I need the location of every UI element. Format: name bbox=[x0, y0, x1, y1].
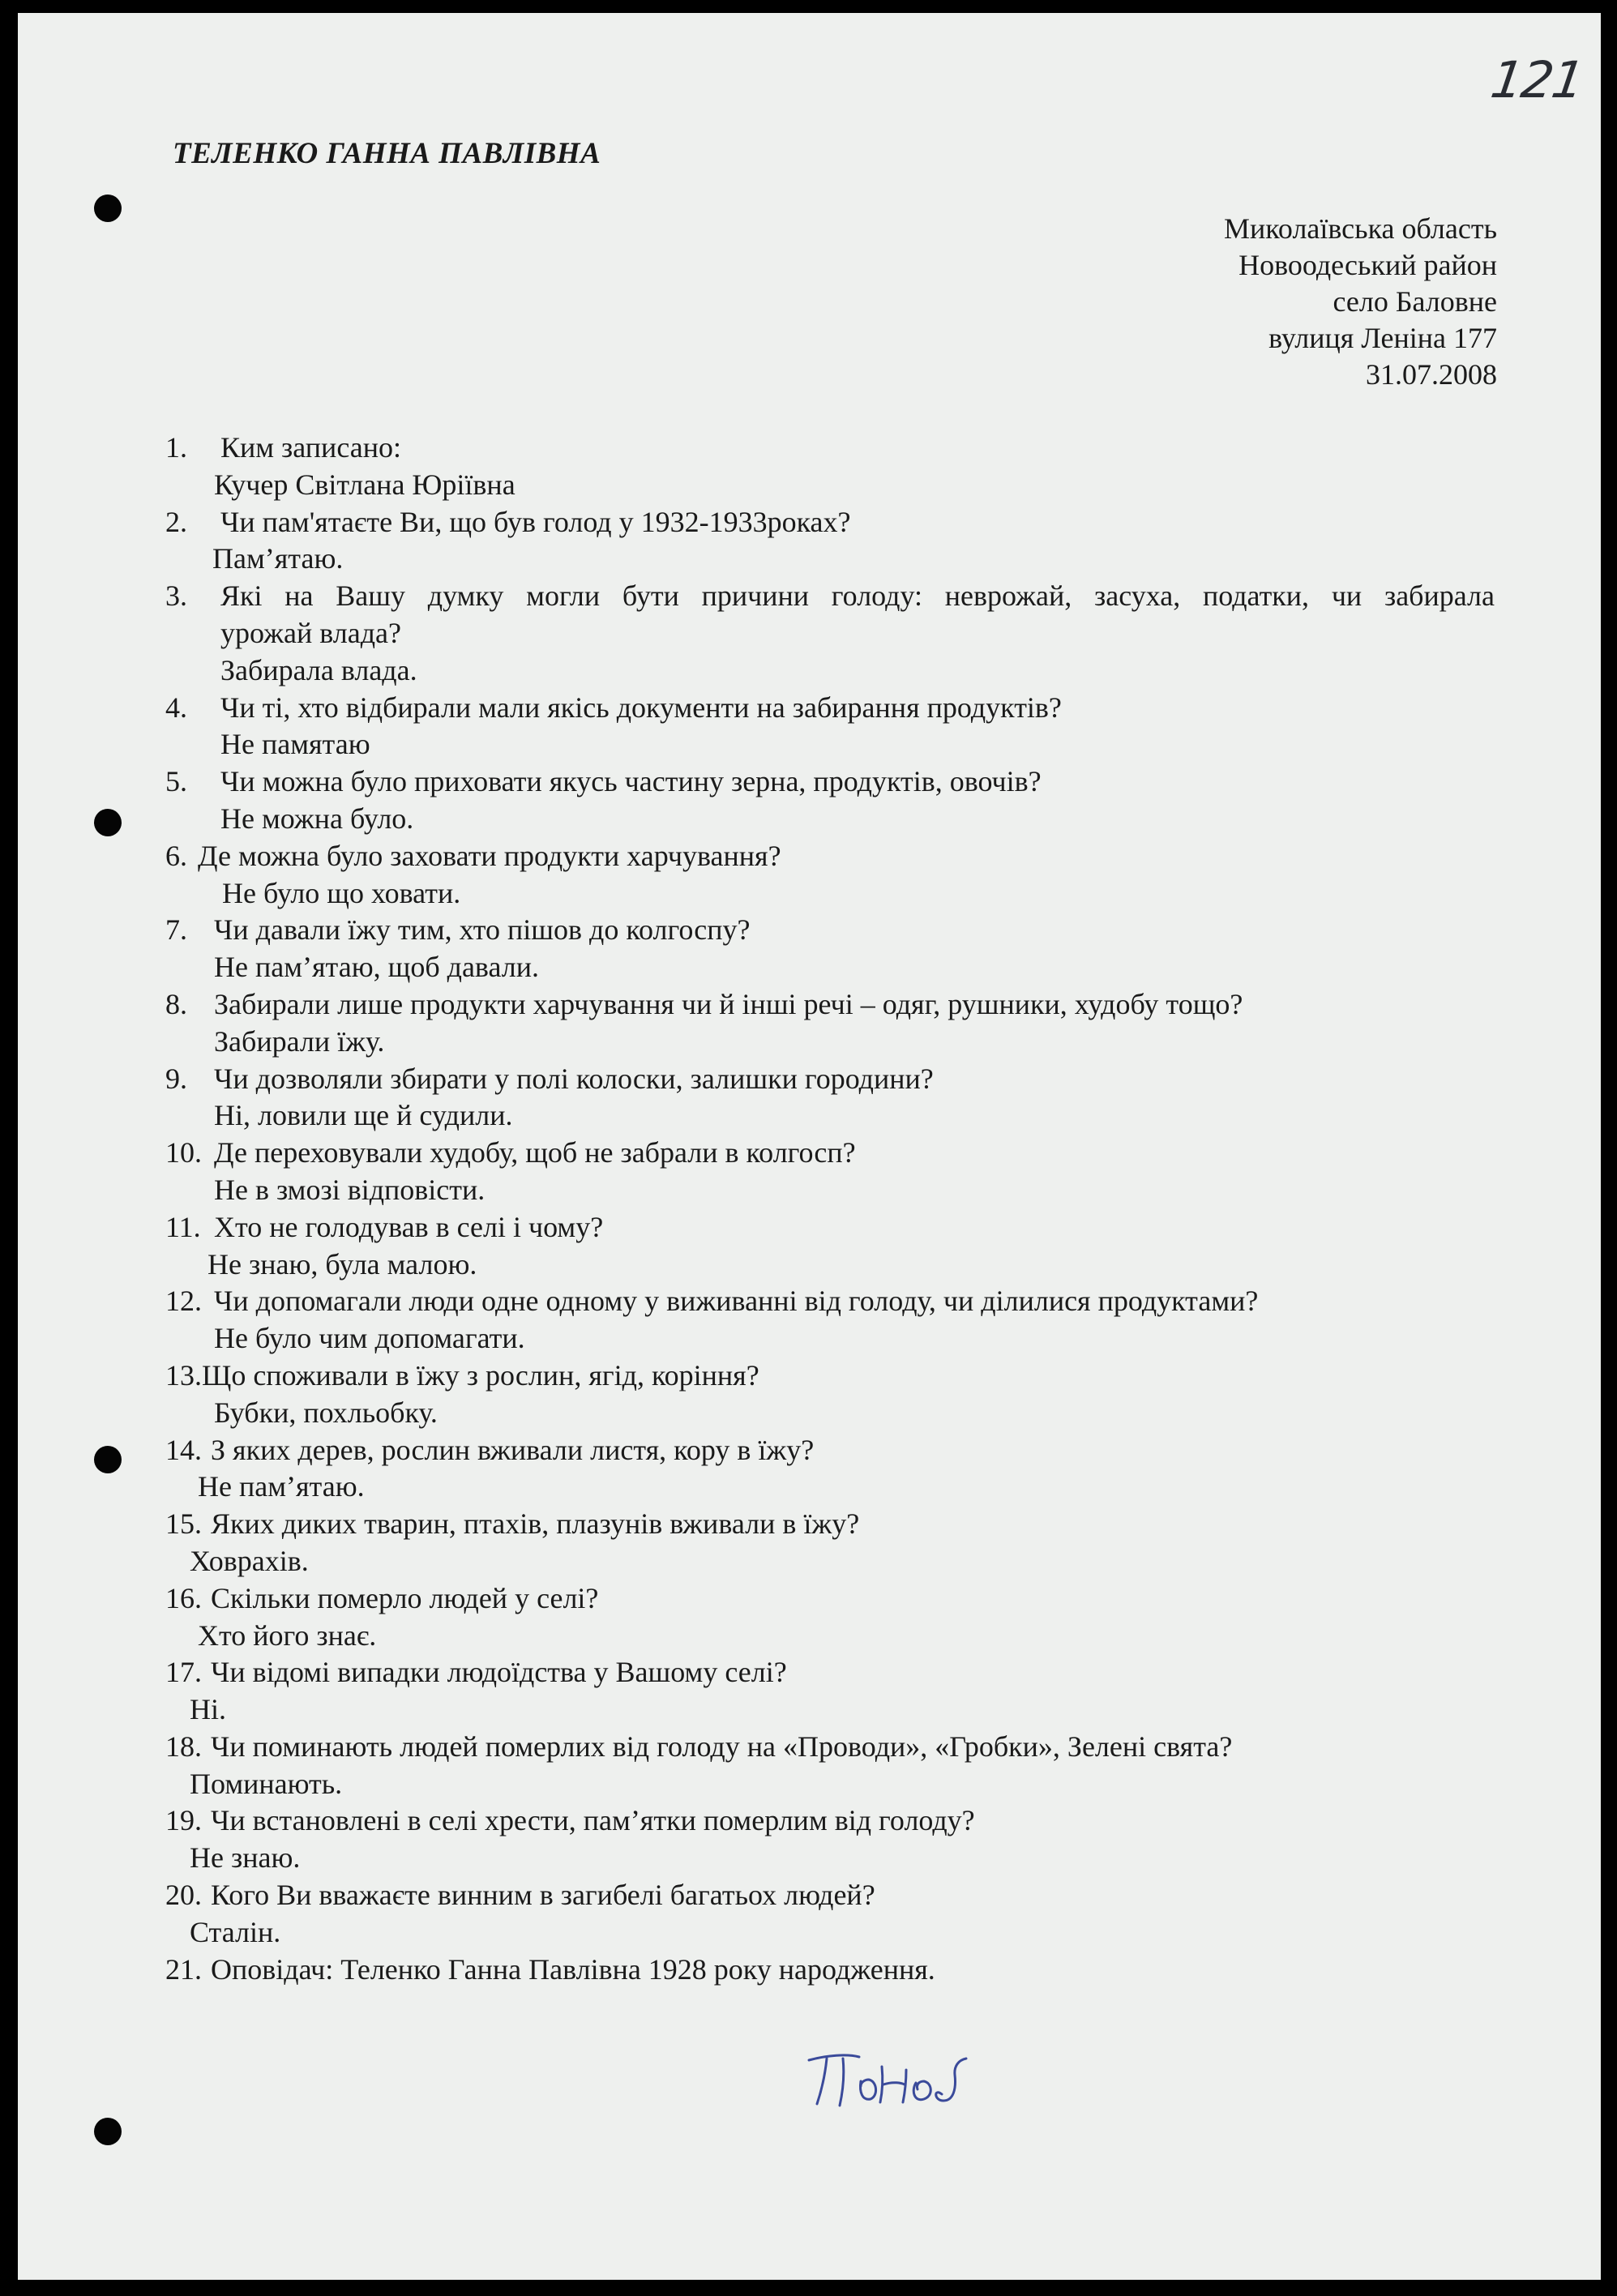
qa-item-21-narrator bbox=[165, 1952, 1495, 1989]
qa-item-3-answer: Забирала влада. bbox=[220, 653, 417, 686]
qa-item-18-question bbox=[165, 1729, 1495, 1766]
punch-hole-bottom bbox=[94, 2118, 122, 2145]
question-number: 20. bbox=[165, 1879, 202, 1912]
qa-item-13-question bbox=[165, 1358, 1495, 1395]
question-number: 8. bbox=[165, 987, 187, 1020]
qa-item-7-question bbox=[165, 912, 1495, 949]
question-number: 9. bbox=[165, 1062, 187, 1095]
narrator-text: Оповідач: Теленко Ганна Павлівна 1928 року народження. bbox=[211, 1952, 935, 1986]
question-text: З яких дерев, рослин вживали листя, кору в їжу? bbox=[211, 1433, 815, 1466]
qa-item-10-answer: Не в змозі відповісти. bbox=[214, 1173, 486, 1206]
question-text: Чи давали їжу тим, хто пішов до колгоспу? bbox=[214, 913, 751, 947]
qa-item-16-answer: Хто його знає. bbox=[198, 1618, 377, 1652]
qa-item-9-question bbox=[165, 1061, 1495, 1098]
qa-item-14-answer: Не пам’ятаю. bbox=[198, 1470, 365, 1503]
qa-item-1-answer: Кучер Світлана Юріївна bbox=[214, 468, 515, 501]
question-number: 3. bbox=[165, 579, 187, 613]
address-street: вулиця Леніна 177 bbox=[1268, 322, 1497, 354]
address-district: Новоодеський район bbox=[1238, 249, 1497, 281]
page-number: 121 bbox=[1487, 50, 1587, 109]
qa-item-3-question-cont: урожай влада? bbox=[220, 616, 401, 649]
qa-item-6-answer: Не було що ховати. bbox=[222, 876, 461, 909]
question-number: 11. bbox=[165, 1210, 201, 1243]
address-village: село Баловне bbox=[1333, 285, 1497, 318]
question-number: 19. bbox=[165, 1804, 202, 1837]
question-number: 16. bbox=[165, 1581, 202, 1614]
question-text: Де можна було заховати продукти харчування? bbox=[198, 839, 781, 872]
question-number: 10. bbox=[165, 1136, 202, 1169]
question-text: Чи встановлені в селі хрести, пам’ятки померлим від голоду? bbox=[211, 1804, 975, 1837]
question-text: Де переховували худобу, щоб не забрали в колгосп? bbox=[214, 1136, 856, 1169]
question-number: 12. bbox=[165, 1285, 202, 1318]
qa-item-15-answer: Ховрахів. bbox=[190, 1544, 309, 1577]
question-number: 21. bbox=[165, 1952, 202, 1986]
qa-item-1-question bbox=[165, 430, 1495, 467]
qa-item-5-question bbox=[165, 763, 1495, 801]
qa-item-6-question bbox=[165, 838, 1495, 875]
qa-item-4-answer: Не памятаю bbox=[220, 728, 370, 761]
qa-item-11-question bbox=[165, 1209, 1495, 1246]
qa-item-20-answer: Сталін. bbox=[190, 1915, 281, 1948]
qa-item-8-answer: Забирали їжу. bbox=[214, 1024, 385, 1058]
qa-item-13-answer: Бубки, похльобку. bbox=[214, 1396, 438, 1429]
question-number: 13. bbox=[165, 1358, 202, 1392]
question-number: 17. bbox=[165, 1656, 202, 1689]
qa-item-10-question bbox=[165, 1135, 1495, 1172]
qa-item-11-answer: Не знаю, була малою. bbox=[207, 1247, 477, 1281]
person-name-heading: ТЕЛЕНКО ГАННА ПАВЛІВНА bbox=[173, 137, 601, 170]
question-number: 2. bbox=[165, 505, 187, 538]
question-text: Ким записано: bbox=[220, 431, 401, 464]
punch-hole-top bbox=[94, 195, 122, 222]
question-number: 1. bbox=[165, 431, 187, 464]
question-number: 5. bbox=[165, 765, 187, 798]
qa-item-12-question bbox=[165, 1283, 1495, 1320]
question-number: 4. bbox=[165, 691, 187, 724]
qa-item-2-answer: Пам’ятаю. bbox=[212, 542, 344, 575]
record-date: 31.07.2008 bbox=[1366, 358, 1497, 391]
qa-item-8-question bbox=[165, 986, 1495, 1024]
qa-item-18-answer: Поминають. bbox=[190, 1767, 343, 1800]
question-text: Що споживали в їжу з рослин, ягід, коріння? bbox=[202, 1358, 759, 1392]
qa-item-17-answer: Ні. bbox=[190, 1693, 226, 1726]
question-text: Чи пам'ятаєте Ви, що був голод у 1932-1933роках? bbox=[220, 505, 851, 538]
question-text: Чи відомі випадки людоїдства у Вашому селі? bbox=[211, 1656, 787, 1689]
question-number: 18. bbox=[165, 1729, 202, 1763]
question-text: Чи дозволяли збирати у полі колоски, залишки городини? bbox=[214, 1062, 934, 1095]
qa-item-7-answer: Не пам’ятаю, щоб давали. bbox=[214, 951, 539, 984]
question-text: Чи можна було приховати якусь частину зерна, продуктів, овочів? bbox=[220, 765, 1042, 798]
question-text: Скільки померло людей у селі? bbox=[211, 1581, 599, 1614]
qa-item-15-question bbox=[165, 1506, 1495, 1543]
question-number: 14. bbox=[165, 1433, 202, 1466]
question-text: Які на Вашу думку могли бути причини голоду: неврожай, засуха, податки, чи забирала bbox=[220, 579, 1495, 613]
question-text: Чи допомагали люди одне одному у виживанні від голоду, чи ділилися продуктами? bbox=[214, 1285, 1259, 1318]
question-text: Чи ті, хто відбирали мали якісь документи на забирання продуктів? bbox=[220, 691, 1062, 724]
question-text: Яких диких тварин, птахів, плазунів вживали в їжу? bbox=[211, 1507, 860, 1541]
qa-item-20-question bbox=[165, 1877, 1495, 1914]
question-number: 6. bbox=[165, 839, 187, 872]
qa-item-17-question bbox=[165, 1654, 1495, 1691]
qa-item-19-question bbox=[165, 1802, 1495, 1840]
handwritten-signature bbox=[802, 2042, 989, 2115]
address-region: Миколаївська область bbox=[1223, 212, 1497, 245]
qa-item-4-question bbox=[165, 690, 1495, 727]
question-text: Кого Ви вважаєте винним в загибелі багатьох людей? bbox=[211, 1879, 875, 1912]
qa-item-2-question bbox=[165, 504, 1495, 541]
qa-item-19-answer: Не знаю. bbox=[190, 1841, 301, 1875]
question-number: 7. bbox=[165, 913, 187, 947]
qa-item-12-answer: Не було чим допомагати. bbox=[214, 1322, 525, 1355]
address-block bbox=[1224, 211, 1497, 393]
question-text: Забирали лише продукти харчування чи й інші речі – одяг, рушники, худобу тощо? bbox=[214, 987, 1243, 1020]
qa-item-5-answer: Не можна було. bbox=[220, 802, 414, 835]
qa-item-9-answer: Ні, ловили ще й судили. bbox=[214, 1099, 513, 1132]
question-text: Чи поминають людей померлих від голоду на «Проводи», «Гробки», Зелені свята? bbox=[211, 1729, 1233, 1763]
qa-item-3-question bbox=[165, 578, 1495, 615]
question-number: 15. bbox=[165, 1507, 202, 1541]
punch-hole-lower bbox=[94, 1446, 122, 1473]
question-text: Хто не голодував в селі і чому? bbox=[214, 1210, 604, 1243]
punch-hole-middle bbox=[94, 809, 122, 836]
questionnaire bbox=[165, 430, 1495, 1988]
qa-item-14-question bbox=[165, 1432, 1495, 1469]
qa-item-16-question bbox=[165, 1580, 1495, 1618]
